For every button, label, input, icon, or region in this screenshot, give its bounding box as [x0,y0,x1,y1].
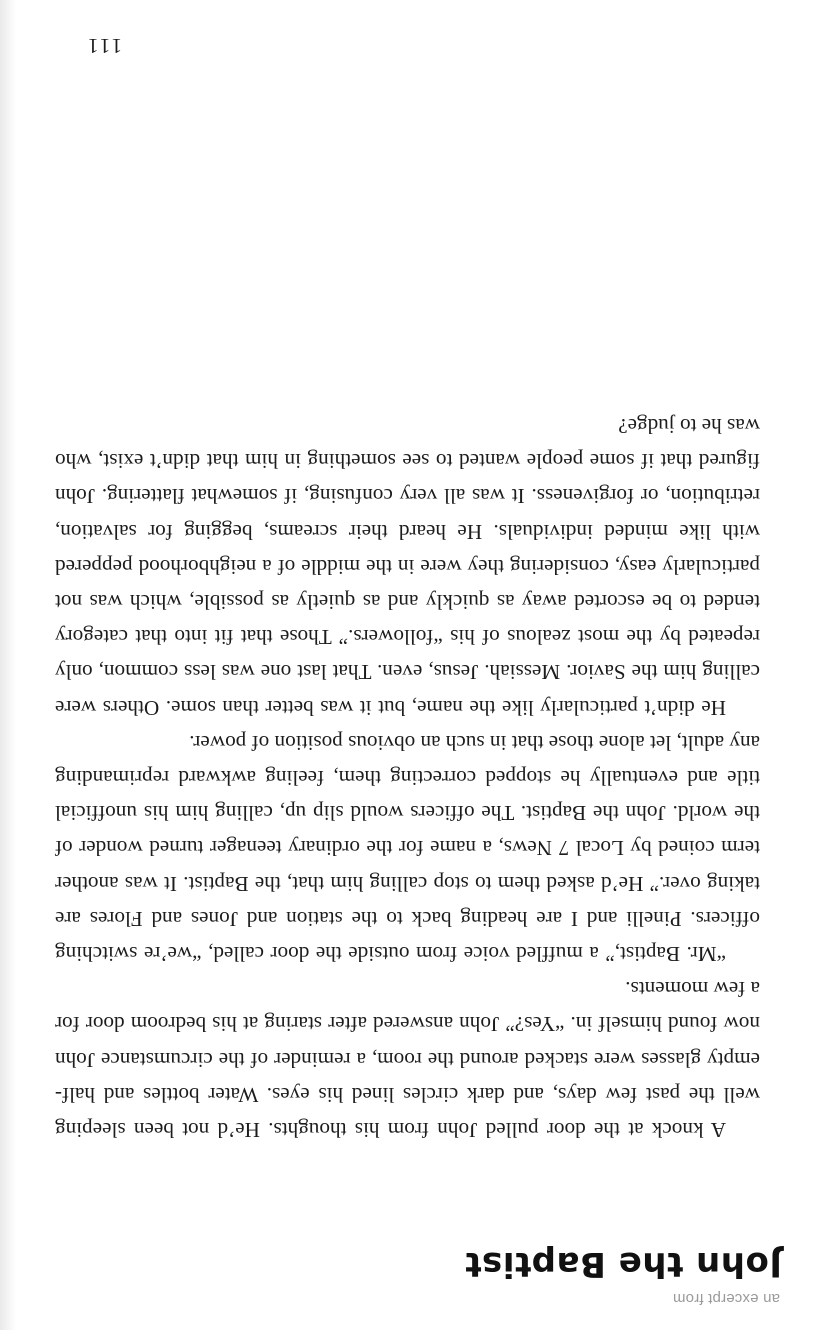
body-text [55,408,760,1147]
page-number: 111 [86,34,122,58]
paragraph: A knock at the door pulled John from his thoughts. He’d not been sleeping well the past few days, and dark circles lined his eyes. Water bottles and half-empty glasses were stacked around the room, a reminder of the circumstance John now found himself in. “Yes?” John answered after staring at his bedroom door for a few moments. [55,977,760,1142]
paragraph: He didn’t particularly like the name, but it was better than some. Others were calling him the Savior. Messiah. Jesus, even. That last one was less common, only repeated by the most zealous of his “followers.” Those that fit into that category tended to be escorted away as quickly and as quietly as possible, which was not particularly easy, considering they were in the middle of a neighborhood peppered with like minded individuals. He heard their screams, begging for salvation, retribution, or forgiveness. It was all very confusing, if somewhat flattering. John figured that if some people wanted to see something in him that didn’t exist, who was he to judge? [55,413,760,720]
paragraph: “Mr. Baptist,” a muffled voice from outside the door called, “we’re switching officers. Pinelli and I are heading back to the station and Jones and Flores are taking over.” He’d asked them to stop calling him that, the Baptist. It was another term coined by Local 7 News, a name for the ordinary teenager turned wonder of the world. John the Baptist. The officers would slip up, calling him his unofficial title and eventually he stopped correcting them, feeling awkward reprimanding any adult, let alone those that in such an obvious position of power. [55,730,760,966]
excerpt-kicker: an excerpt from [672,1290,780,1307]
chapter-title: John the Baptist [464,1244,782,1284]
